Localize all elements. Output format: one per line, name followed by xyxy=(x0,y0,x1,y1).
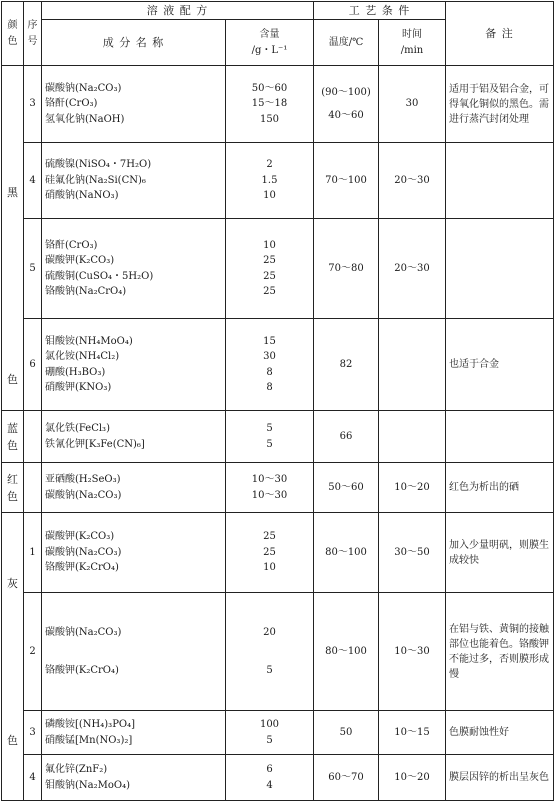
note-cell: 也适于合金 xyxy=(446,319,554,411)
content-cell: 10～30 10～30 xyxy=(226,463,314,513)
note-cell: 在铝与铁、黄铜的接触部位也能着色。铬酸钾不能过多，否则膜形成慢 xyxy=(446,593,554,711)
note-cell: 色膜耐蚀性好 xyxy=(446,711,554,755)
color-cell-gray xyxy=(2,513,24,801)
component-cell: 碳酸钾(K₂CO₃) 碳酸钠(Na₂CO₃) 铬酸钾(K₂CrO₄) xyxy=(42,513,226,593)
component-cell: 氯化铁(FeCl₃) 铁氰化钾[K₃Fe(CN)₆] xyxy=(42,411,226,463)
table-row xyxy=(2,66,554,143)
content-cell: 100 5 xyxy=(226,711,314,755)
component-cell: 硫酸镍(NiSO₄・7H₂O) 硅氟化钠(Na₂Si(CN)₆ 硝酸钠(NaNO₃) xyxy=(42,143,226,219)
note-cell xyxy=(446,219,554,319)
header-component: 成 分 名 称 xyxy=(42,20,226,66)
note-cell: 膜层因锌的析出呈灰色 xyxy=(446,755,554,801)
temp-cell: 70～100 xyxy=(314,143,379,219)
header-color: 颜色 xyxy=(2,2,24,66)
temp-cell: 70～80 xyxy=(314,219,379,319)
seq-cell: 1 xyxy=(24,513,42,593)
table-row xyxy=(2,593,554,711)
content-cell: 2 1.5 10 xyxy=(226,143,314,219)
time-cell: 10～15 xyxy=(379,711,446,755)
content-cell: 10 25 25 25 xyxy=(226,219,314,319)
seq-cell: 4 xyxy=(24,143,42,219)
note-cell xyxy=(446,143,554,219)
time-cell xyxy=(379,411,446,463)
note-cell: 红色为析出的硒 xyxy=(446,463,554,513)
color-label-gray: 灰 xyxy=(7,576,18,590)
time-cell: 10～20 xyxy=(379,463,446,513)
temp-cell: 80～100 xyxy=(314,593,379,711)
component-cell: 亚硒酸(H₂SeO₃) 碳酸钠(Na₂CO₃) xyxy=(42,463,226,513)
seq-cell xyxy=(24,411,42,463)
seq-cell xyxy=(24,463,42,513)
header-process: 工 艺 条 件 xyxy=(314,2,446,20)
table-row xyxy=(2,711,554,755)
temp-cell: 50 xyxy=(314,711,379,755)
component-cell: 铬酐(CrO₃) 碳酸钾(K₂CO₃) 硫酸铜(CuSO₄・5H₂O) 铬酸钠(Na₂CrO₄) xyxy=(42,219,226,319)
seq-cell: 2 xyxy=(24,593,42,711)
color-label-black-suffix: 色 xyxy=(7,372,18,386)
anodizing-solution-table xyxy=(1,1,554,801)
content-cell: 50～60 15～18 150 xyxy=(226,66,314,143)
content-cell: 6 4 xyxy=(226,755,314,801)
table-row xyxy=(2,755,554,801)
time-cell: 30～50 xyxy=(379,513,446,593)
seq-cell: 6 xyxy=(24,319,42,411)
temp-cell: 60～70 xyxy=(314,755,379,801)
component-cell: 磷酸铵[(NH₄)₃PO₄] 硝酸锰[Mn(NO₃)₂] xyxy=(42,711,226,755)
time-cell: 20～30 xyxy=(379,219,446,319)
header-remark: 备 注 xyxy=(446,2,554,66)
seq-cell: 4 xyxy=(24,755,42,801)
header-row-1 xyxy=(2,2,554,20)
component-cell: 碳酸钠(Na₂CO₃) 铬酐(CrO₃) 氢氧化钠(NaOH) xyxy=(42,66,226,143)
header-temp: 温度/℃ xyxy=(314,20,379,66)
temp-cell: 82 xyxy=(314,319,379,411)
component-cell: 碳酸钠(Na₂CO₃) 铬酸钾(K₂CrO₄) xyxy=(42,593,226,711)
color-label-black: 黑 xyxy=(7,185,18,199)
header-formula: 溶 液 配 方 xyxy=(42,2,314,20)
table-row xyxy=(2,319,554,411)
temp-cell: 66 xyxy=(314,411,379,463)
temp-cell: (90～100) 40～60 xyxy=(314,66,379,143)
note-cell: 适用于铝及铝合金，可得氧化铜似的黑色。需进行蒸汽封闭处理 xyxy=(446,66,554,143)
header-seq: 序号 xyxy=(24,2,42,66)
time-cell: 20～30 xyxy=(379,143,446,219)
content-cell: 5 5 xyxy=(226,411,314,463)
header-content: 含量 /g・L⁻¹ xyxy=(226,20,314,66)
content-cell: 25 25 10 xyxy=(226,513,314,593)
table-row xyxy=(2,463,554,513)
note-cell xyxy=(446,411,554,463)
time-cell: 10～30 xyxy=(379,593,446,711)
color-cell-black xyxy=(2,66,24,411)
component-cell: 钼酸铵(NH₄MoO₄) 氯化铵(NH₄Cl₂) 硼酸(H₃BO₃) 硝酸钾(KNO₃) xyxy=(42,319,226,411)
header-time: 时间 /min xyxy=(379,20,446,66)
content-cell: 15 30 8 8 xyxy=(226,319,314,411)
table-row xyxy=(2,513,554,593)
temp-cell: 80～100 xyxy=(314,513,379,593)
seq-cell: 3 xyxy=(24,711,42,755)
temp-cell: 50～60 xyxy=(314,463,379,513)
table-row xyxy=(2,143,554,219)
time-cell: 30 xyxy=(379,66,446,143)
table-row xyxy=(2,219,554,319)
color-label-gray-suffix: 色 xyxy=(7,733,18,747)
table-row xyxy=(2,411,554,463)
color-cell-blue: 蓝 色 xyxy=(2,411,24,463)
seq-cell: 5 xyxy=(24,219,42,319)
content-cell: 20 5 xyxy=(226,593,314,711)
color-cell-red: 红 色 xyxy=(2,463,24,513)
component-cell: 氟化锌(ZnF₂) 钼酸钠(Na₂MoO₄) xyxy=(42,755,226,801)
time-cell xyxy=(379,319,446,411)
note-cell: 加入少量明矾，则膜生成较快 xyxy=(446,513,554,593)
time-cell: 10～20 xyxy=(379,755,446,801)
seq-cell: 3 xyxy=(24,66,42,143)
